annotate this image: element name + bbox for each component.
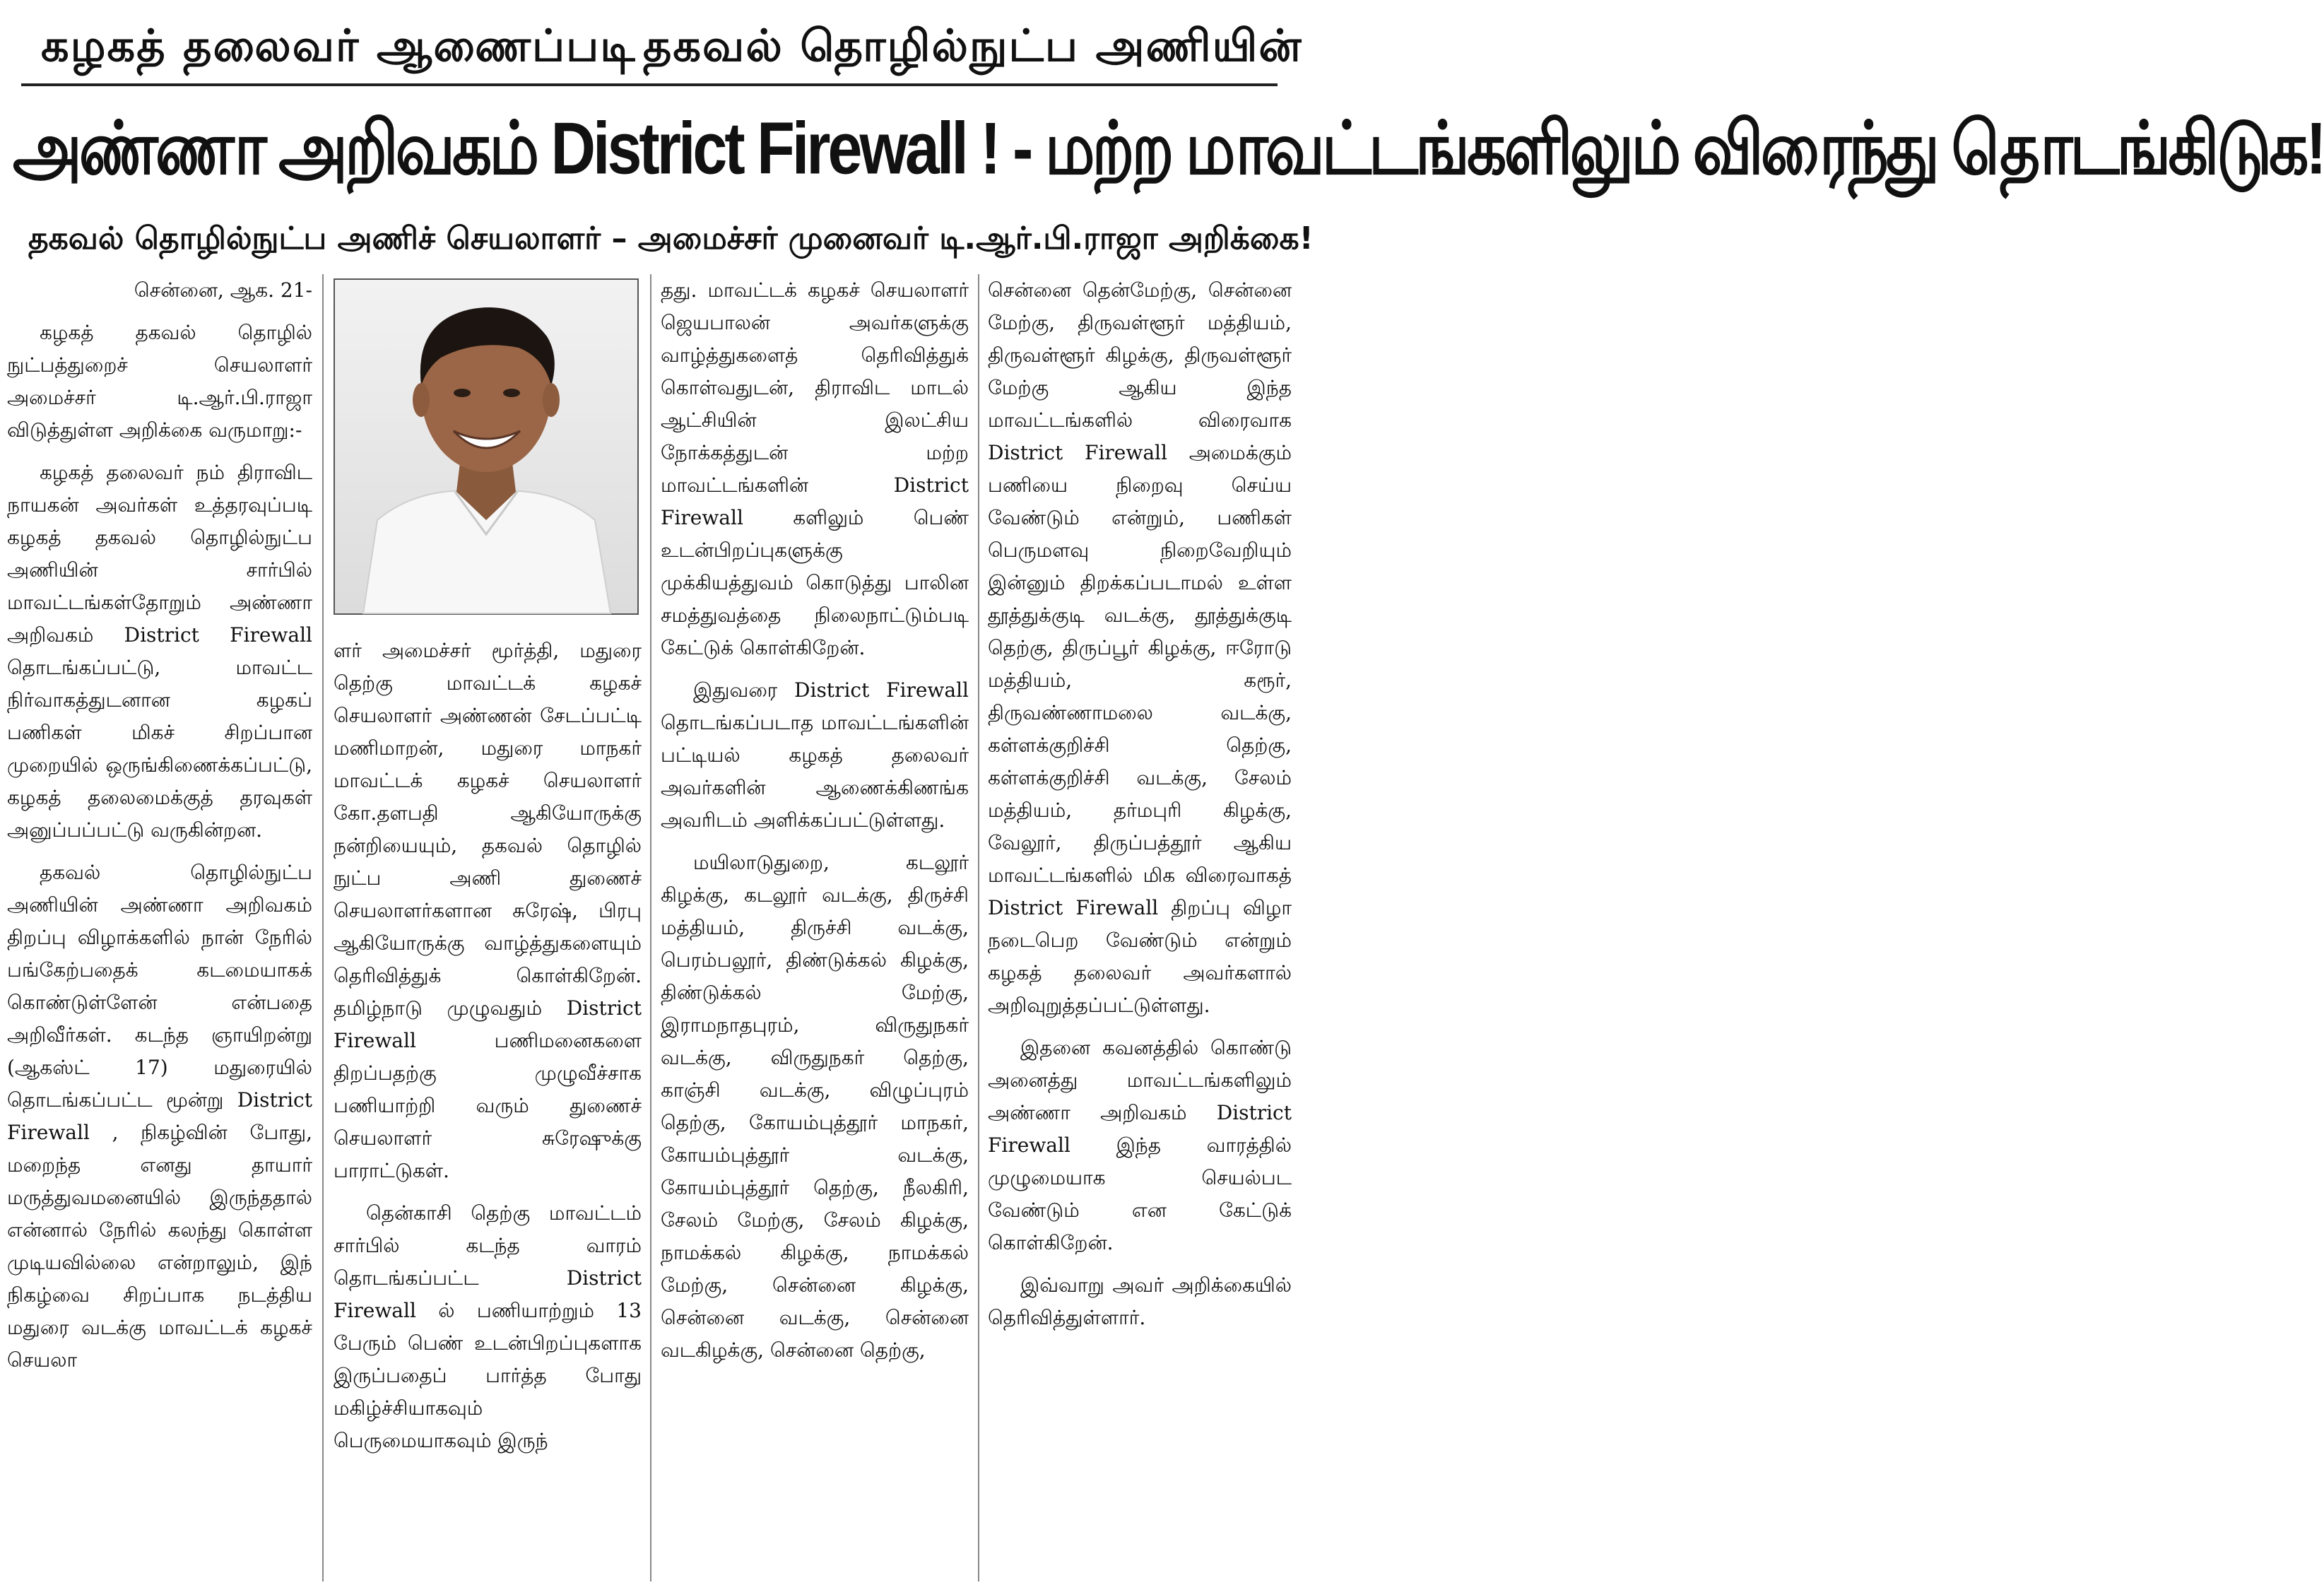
article-column-2 <box>334 635 642 1582</box>
paragraph: கழகத் தகவல் தொழில் நுட்பத்துறைச் செயலாளர் அமைச்சர் டி.ஆர்.பி.ராஜா விடுத்துள்ள அறிக்கை வருமாறு:- <box>7 321 312 442</box>
article-column-1 <box>7 274 312 1582</box>
paragraph: தது. மாவட்டக் கழகச் செயலாளர் ஜெயபாலன் அவர்களுக்கு வாழ்த்துகளைத் தெரிவித்துக் கொள்வதுடன், திராவிட மாடல் ஆட்சியின் இலட்சிய நோக்கத்துடன் மற்ற மாவட்டங்களின் District Firewall களிலும் பெண் உடன்பிறப்புகளுக்கு முக்கியத்துவம் கொடுத்து பாலின சமத்துவத்தை நிலைநாட்டும்படி கேட்டுக் கொள்கிறேன். <box>661 278 969 659</box>
paragraph: இதனை கவனத்தில் கொண்டு அனைத்து மாவட்டங்களிலும் அண்ணா அறிவகம் District Firewall இந்த வாரத்தில் முழுமையாக செயல்பட வேண்டும் என கேட்டுக் கொள்கிறேன். <box>988 1036 1292 1254</box>
kicker-rule <box>21 83 1278 86</box>
subheadline: தகவல் தொழில்நுட்ப அணிச் செயலாளர் – அமைச்சர் முனைவர் டி.ஆர்.பி.ராஜா அறிக்கை! <box>28 220 1314 257</box>
dateline: சென்னை, ஆக. 21- <box>134 278 312 302</box>
paragraph: கழகத் தலைவர் நம் திராவிட நாயகன் அவர்கள் உத்தரவுப்படி கழகத் தகவல் தொழில்நுட்ப அணியின் சார்பில் மாவட்டங்கள்தோறும் அண்ணா அறிவகம் District Firewall தொடங்கப்பட்டு, மாவட்ட நிர்வாகத்துடனான கழகப் பணிகள் மிகச் சிறப்பான முறையில் ஒருங்கிணைக்கப்பட்டு, கழகத் தலைமைக்குத் தரவுகள் அனுப்பப்பட்டு வருகின்றன. <box>7 461 312 842</box>
paragraph: மயிலாடுதுறை, கடலூர் கிழக்கு, கடலூர் வடக்கு, திருச்சி மத்தியம், திருச்சி வடக்கு, பெரம்பலூர், திண்டுக்கல் கிழக்கு, திண்டுக்கல் மேற்கு, இராமநாதபுரம், விருதுநகர் வடக்கு, விருதுநகர் தெற்கு, காஞ்சி வடக்கு, விழுப்புரம் தெற்கு, கோயம்புத்தூர் மாநகர், கோயம்புத்தூர் வடக்கு, கோயம்புத்தூர் தெற்கு, நீலகிரி, சேலம் மேற்கு, சேலம் கிழக்கு, நாமக்கல் கிழக்கு, நாமக்கல் மேற்கு, சென்னை கிழக்கு, சென்னை வடக்கு, சென்னை வடகிழக்கு, சென்னை தெற்கு, <box>661 851 969 1362</box>
column-divider <box>978 274 979 1582</box>
portrait-photo <box>334 278 639 615</box>
paragraph: சென்னை தென்மேற்கு, சென்னை மேற்கு, திருவள்ளூர் மத்தியம், திருவள்ளூர் கிழக்கு, திருவள்ளூர் மேற்கு ஆகிய இந்த மாவட்டங்களில் விரைவாக District Firewall அமைக்கும் பணியை நிறைவு செய்ய வேண்டும் என்றும், பணிகள் பெருமளவு நிறைவேறியும் இன்னும் திறக்கப்படாமல் உள்ள தூத்துக்குடி வடக்கு, தூத்துக்குடி தெற்கு, திருப்பூர் கிழக்கு, ஈரோடு மத்தியம், கரூர், திருவண்ணாமலை வடக்கு, கள்ளக்குறிச்சி தெற்கு, கள்ளக்குறிச்சி வடக்கு, சேலம் மத்தியம், தர்மபுரி கிழக்கு, வேலூர், திருப்பத்தூர் ஆகிய மாவட்டங்களில் மிக விரைவாகத் District Firewall திறப்பு விழா நடைபெற வேண்டும் என்றும் கழகத் தலைவர் அவர்களால் அறிவுறுத்தப்பட்டுள்ளது. <box>988 278 1292 1017</box>
paragraph: ளர் அமைச்சர் மூர்த்தி, மதுரை தெற்கு மாவட்டக் கழகச் செயலாளர் அண்ணன் சேடப்பட்டி மணிமாறன், மதுரை மாநகர் மாவட்டக் கழகச் செயலாளர் கோ.தளபதி ஆகியோருக்கு நன்றியையும், தகவல் தொழில் நுட்ப அணி துணைச் செயலாளர்களான சுரேஷ், பிரபு ஆகியோருக்கு வாழ்த்துகளையும் தெரிவித்துக் கொள்கிறேன். தமிழ்நாடு முழுவதும் District Firewall பணிமனைகளை திறப்பதற்கு முழுவீச்சாக பணியாற்றி வரும் துணைச் செயலாளர் சுரேஷுக்கு பாராட்டுகள். <box>334 639 642 1182</box>
article-column-4 <box>988 274 1292 1582</box>
paragraph: இதுவரை District Firewall தொடங்கப்படாத மாவட்டங்களின் பட்டியல் கழகத் தலைவர் அவர்களின் ஆணைக்கிணங்க அவரிடம் அளிக்கப்பட்டுள்ளது. <box>661 678 969 832</box>
portrait-illustration <box>335 280 637 613</box>
paragraph: தகவல் தொழில்நுட்ப அணியின் அண்ணா அறிவகம் திறப்பு விழாக்களில் நான் நேரில் பங்கேற்பதைக் கடமையாகக் கொண்டுள்ளேன் என்பதை அறிவீர்கள். கடந்த ஞாயிறன்று (ஆகஸ்ட் 17) மதுரையில் தொடங்கப்பட்ட மூன்று District Firewall , நிகழ்வின் போது, மறைந்த எனது தாயார் மருத்துவமனையில் இருந்ததால் என்னால் நேரில் கலந்து கொள்ள முடியவில்லை என்றாலும், இந் நிகழ்வை சிறப்பாக நடத்திய மதுரை வடக்கு மாவட்டக் கழகச் செயலா <box>7 861 312 1372</box>
column-divider <box>650 274 651 1582</box>
kicker-right: தகவல் தொழில்நுட்ப அணியின் <box>643 20 1303 71</box>
paragraph: தென்காசி தெற்கு மாவட்டம் சார்பில் கடந்த வாரம் தொடங்கப்பட்ட District Firewall ல் பணியாற்றும் 13 பேரும் பெண் உடன்பிறப்புகளாக இருப்பதைப் பார்த்த போது மகிழ்ச்சியாகவும் பெருமையாகவும் இருந் <box>334 1201 642 1452</box>
headline: அண்ணா அறிவகம் District Firewall ! - மற்ற மாவட்டங்களிலும் விரைந்து தொடங்கிடுக! <box>13 107 2324 189</box>
column-divider <box>322 274 324 1582</box>
kicker-left: கழகத் தலைவர் ஆணைப்படி <box>41 20 637 71</box>
paragraph: இவ்வாறு அவர் அறிக்கையில் தெரிவித்துள்ளார். <box>988 1273 1292 1329</box>
kicker-line <box>0 20 1303 88</box>
article-column-3 <box>661 274 969 1582</box>
